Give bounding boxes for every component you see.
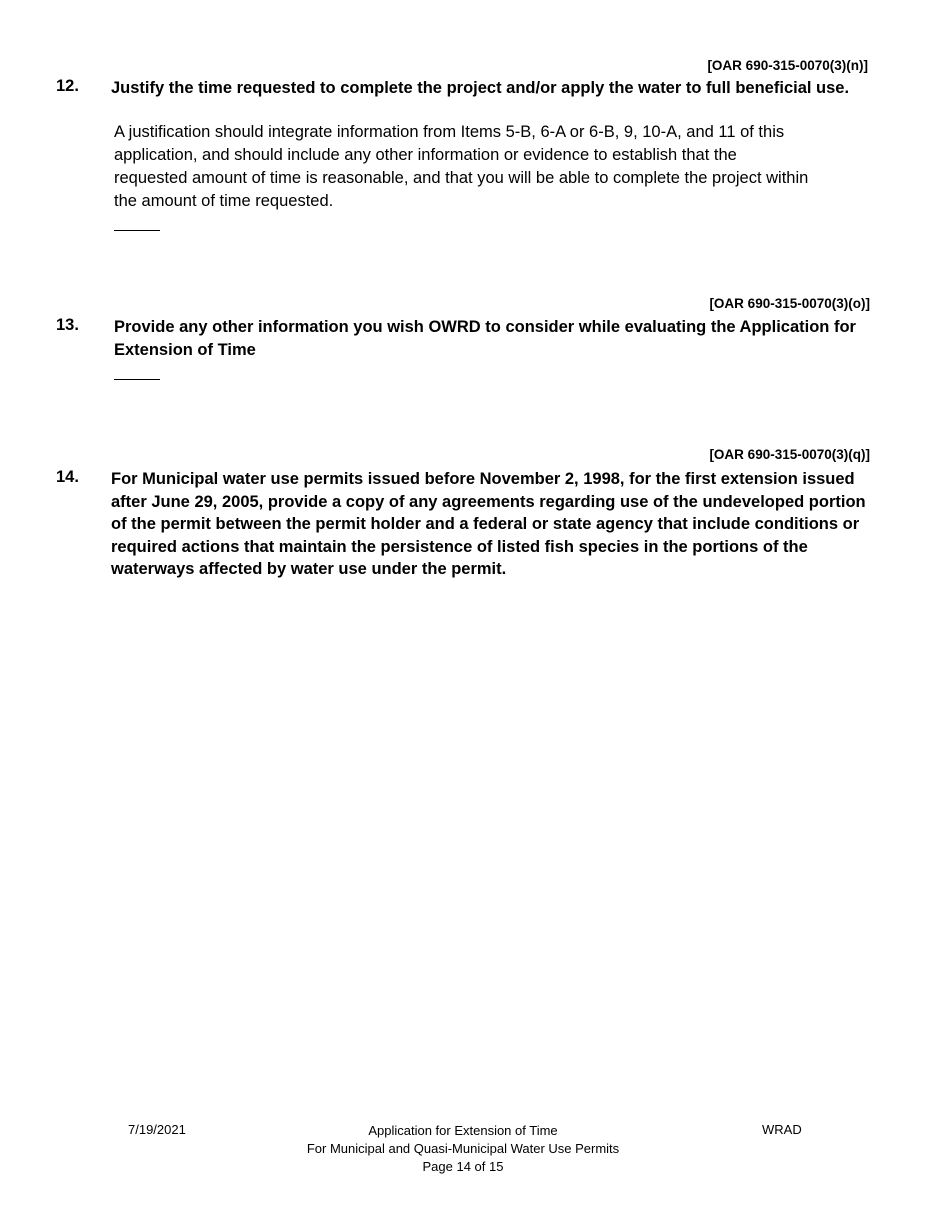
footer-date: 7/19/2021 — [128, 1122, 186, 1137]
answer-field-12[interactable] — [114, 230, 160, 231]
question-text-13: Provide any other information you wish OWRD to consider while evaluating the Application for Extension of Time — [114, 318, 856, 359]
oar-reference-12: [OAR 690-315-0070(3)(n)] — [707, 58, 868, 73]
question-number-13: 13. — [56, 316, 79, 334]
guidance-text-12: A justification should integrate information from Items 5-B, 6-A or 6-B, 9, 10-A, and 11 of this application, and should include any other information or evidence to establish that the requested amount of time is reasonable, and that you will be able to complete the project within the amount of time requested. — [114, 123, 809, 210]
oar-reference-14: [OAR 690-315-0070(3)(q)] — [709, 447, 870, 462]
answer-field-13[interactable] — [114, 379, 160, 380]
oar-reference-13: [OAR 690-315-0070(3)(o)] — [709, 296, 870, 311]
footer-subtitle: For Municipal and Quasi-Municipal Water Use Permits — [306, 1141, 620, 1156]
footer-title: Application for Extension of Time — [368, 1123, 558, 1138]
question-number-14: 14. — [56, 468, 79, 486]
footer-page-number: Page 14 of 15 — [422, 1159, 504, 1174]
question-text-12: Justify the time requested to complete the project and/or apply the water to full beneficial use. — [111, 79, 850, 97]
footer-center-block — [263, 1122, 663, 1176]
question-number-12: 12. — [56, 77, 79, 95]
footer-org: WRAD — [762, 1122, 802, 1137]
question-text-14: For Municipal water use permits issued before November 2, 1998, for the first extension issued after June 29, 2005, provide a copy of any agreements regarding use of the undeveloped portion of the permit between the permit holder and a federal or state agency that include conditions or required actions that maintain the persistence of listed fish species in the portions of the waterways affected by water use under the permit. — [111, 470, 866, 578]
